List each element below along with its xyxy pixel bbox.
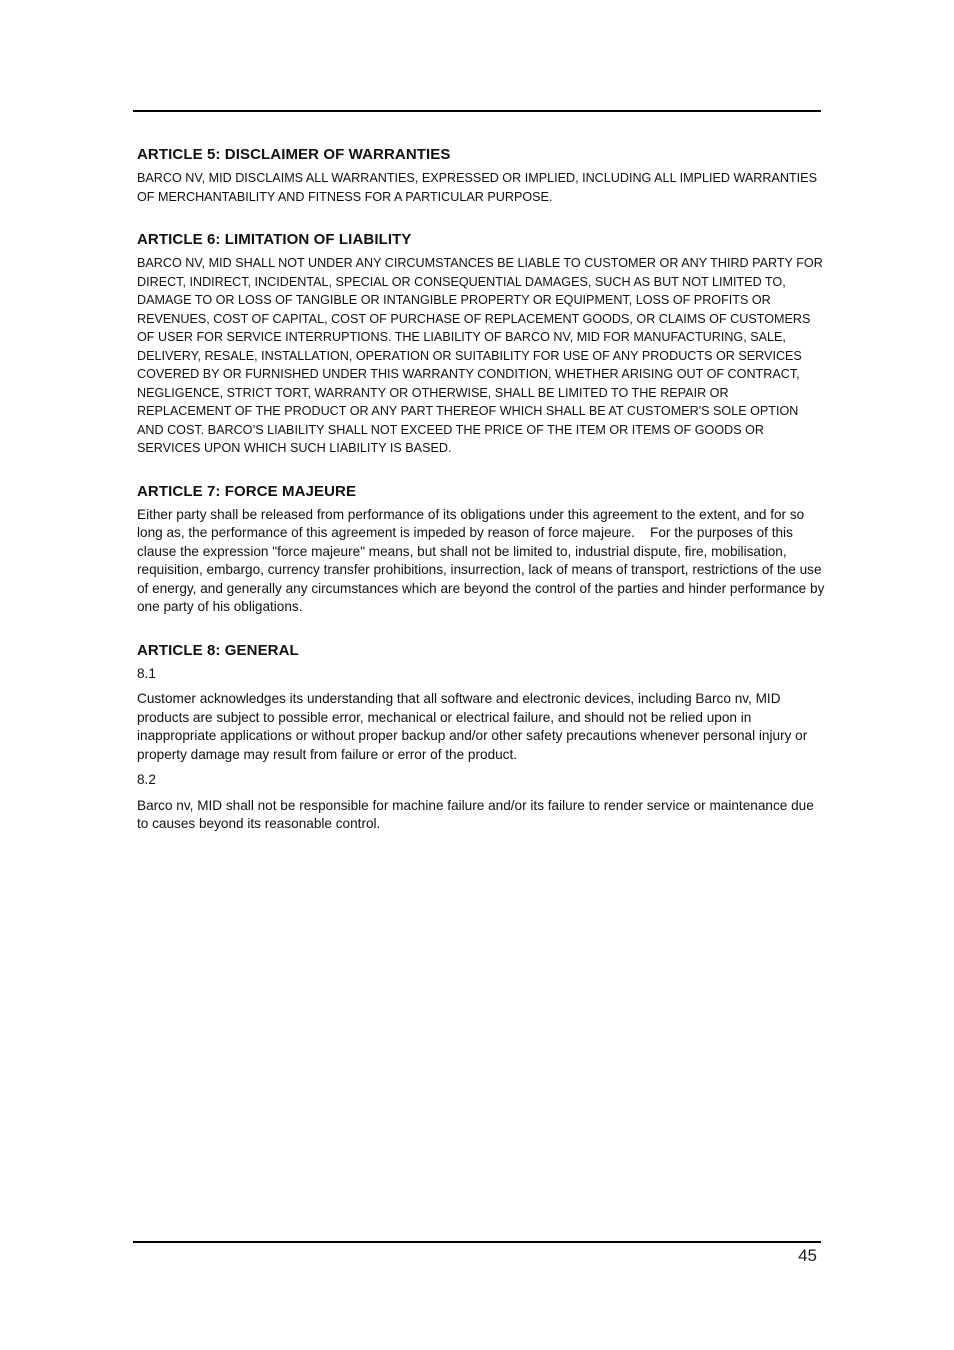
article-7 — [137, 482, 829, 617]
clause-8-1-text: Customer acknowledges its understanding that all software and electronic devices, including Barco nv, MID products are subject to possible error, mechanical or electrical failure, and should not be relied upon in inappropriate applications or without proper backup and/or other safety precautions whenever personal injury or property damage may result from failure or error of the product. — [137, 691, 808, 762]
article-7-body: Either party shall be released from performance of its obligations under this agreement to the extent, and for so long as, the performance of this agreement is impeded by reason of force majeure. For the purposes of this clause the expression "force majeure" means, but shall not be limited to, industrial dispute, fire, mobilisation, requisition, embargo, currency transfer prohibitions, insurrection, lack of means of transport, restrictions of the use of energy, and generally any circumstances which are beyond the control of the parties and hinder performance by one party of his obligations. — [137, 506, 829, 614]
document-content — [137, 145, 829, 858]
clause-8-2-text: Barco nv, MID shall not be responsible for machine failure and/or its failure to render service or maintenance due to causes beyond its reasonable control. — [137, 797, 814, 831]
clause-8-2-number: 8.2 — [137, 772, 156, 787]
clause-8-1-number: 8.1 — [137, 665, 156, 681]
article-5-body: BARCO NV, MID DISCLAIMS ALL WARRANTIES, EXPRESSED OR IMPLIED, INCLUDING ALL IMPLIED WARRANTIES OF MERCHANTABILITY AND FITNESS FOR A PARTICULAR PURPOSE. — [137, 171, 817, 204]
article-5 — [137, 145, 825, 206]
article-8 — [137, 641, 825, 834]
article-6-body: BARCO NV, MID SHALL NOT UNDER ANY CIRCUMSTANCES BE LIABLE TO CUSTOMER OR ANY THIRD PARTY FOR DIRECT, INDIRECT, INCIDENTAL, SPECIAL OR CONSEQUENTIAL DAMAGES, SUCH AS BUT NOT LIMITED TO, DAMAGE TO OR LOSS OF TANGIBLE OR INTANGIBLE PROPERTY OR EQUIPMENT, LOSS OF PROFITS OR REVENUES, COST OF CAPITAL, COST OF PURCHASE OF REPLACEMENT GOODS, OR CLAIMS OF CUSTOMERS OF USER FOR SERVICE INTERRUPTIONS. THE LIABILITY OF BARCO NV, MID FOR MANUFACTURING, SALE, DELIVERY, RESALE, INSTALLATION, OPERATION OR SUITABILITY FOR USE OF ANY PRODUCTS OR SERVICES COVERED BY OR FURNISHED UNDER THIS WARRANTY CONDITION, WHETHER ARISING OUT OF CONTRACT, NEGLIGENCE, STRICT TORT, WARRANTY OR OTHERWISE, SHALL BE LIMITED TO THE REPAIR OR REPLACEMENT OF THE PRODUCT OR ANY PART THEREOF WHICH SHALL BE AT CUSTOMER'S SOLE OPTION AND COST. BARCO’S LIABILITY SHALL NOT EXCEED THE PRICE OF THE ITEM OR ITEMS OF GOODS OR SERVICES UPON WHICH SUCH LIABILITY IS BASED. — [137, 256, 823, 455]
article-6 — [137, 230, 825, 458]
article-8-heading: ARTICLE 8: GENERAL — [137, 641, 299, 659]
header-rule — [133, 110, 821, 112]
article-6-heading: ARTICLE 6: LIMITATION OF LIABILITY — [137, 231, 412, 248]
footer-rule — [133, 1241, 821, 1243]
article-7-heading: ARTICLE 7: FORCE MAJEURE — [137, 482, 357, 500]
article-5-heading: ARTICLE 5: DISCLAIMER OF WARRANTIES — [137, 146, 451, 163]
page-number: 45 — [798, 1246, 817, 1265]
